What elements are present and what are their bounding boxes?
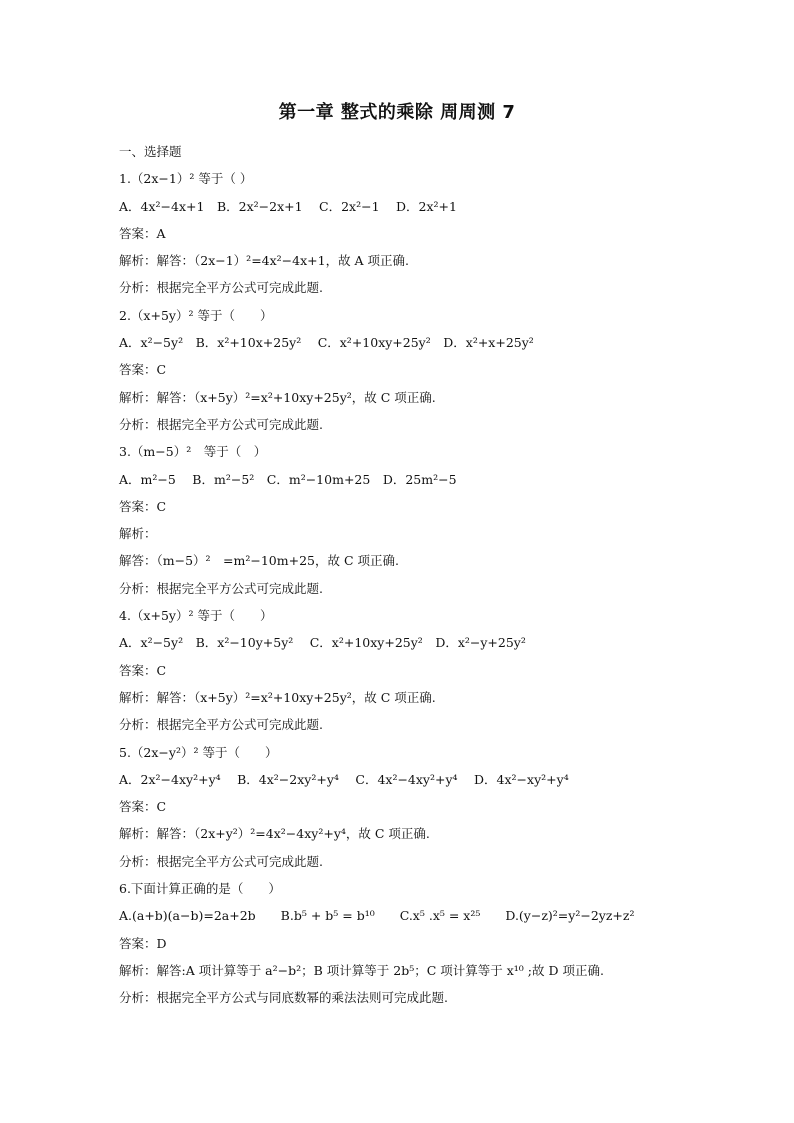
q1-explanation: 解析：解答：（2x−1）²=4x²−4x+1，故 A 项正确.: [119, 253, 410, 269]
q2-options: A．x²−5y² B．x²+10x+25y² C．x²+10xy+25y² D．x²+x+25y²: [119, 335, 534, 351]
q5-explanation: 解析：解答：（2x+y²）²=4x²−4xy²+y⁴，故 C 项正确.: [119, 826, 430, 842]
q3-analysis: 分析：根据完全平方公式可完成此题.: [119, 580, 323, 596]
q6-options: A.(a+b)(a−b)=2a+2b B.b⁵ + b⁵ = b¹⁰ C.x⁵ .x⁵ = x²⁵ D.(y−z)²=y²−2yz+z²: [119, 908, 635, 924]
q4-answer: 答案：C: [119, 662, 167, 678]
q5-options: A．2x²−4xy²+y⁴ B．4x²−2xy²+y⁴ C．4x²−4xy²+y⁴ D．4x²−xy²+y⁴: [119, 771, 569, 787]
q4-analysis: 分析：根据完全平方公式可完成此题.: [119, 717, 323, 733]
q2-analysis: 分析：根据完全平方公式可完成此题.: [119, 416, 323, 432]
q6-explanation: 解析：解答:A 项计算等于 a²−b²；B 项计算等于 2b⁵；C 项计算等于 x¹⁰ ;故 D 项正确.: [119, 962, 604, 978]
q3-explanation-detail: 解答：（m−5）² =m²−10m+25，故 C 项正确.: [119, 553, 399, 569]
q2-question: 2.（x+5y）² 等于（ ）: [119, 307, 273, 323]
q3-answer: 答案：C: [119, 498, 167, 514]
question-list: [119, 138, 679, 1012]
q4-explanation: 解析：解答：（x+5y）²=x²+10xy+25y²，故 C 项正确.: [119, 689, 436, 705]
q5-question: 5.（2x−y²）² 等于（ ）: [119, 744, 278, 760]
q3-options: A．m²−5 B．m²−5² C．m²−10m+25 D．25m²−5: [119, 471, 457, 487]
q6-answer: 答案：D: [119, 935, 167, 951]
q3-question: 3.（m−5）² 等于（ ）: [119, 444, 267, 460]
q2-answer: 答案：C: [119, 362, 167, 378]
q4-options: A．x²−5y² B．x²−10y+5y² C．x²+10xy+25y² D．x²−y+25y²: [119, 635, 526, 651]
q3-explanation: 解析：: [119, 526, 157, 542]
q1-answer: 答案：A: [119, 225, 166, 241]
q6-analysis: 分析：根据完全平方公式与同底数幂的乘法法则可完成此题.: [119, 990, 448, 1006]
q5-answer: 答案：C: [119, 799, 167, 815]
q2-explanation: 解析：解答：（x+5y）²=x²+10xy+25y²，故 C 项正确.: [119, 389, 436, 405]
q5-analysis: 分析：根据完全平方公式可完成此题.: [119, 853, 323, 869]
q1-options: A．4x²−4x+1 B．2x²−2x+1 C．2x²−1 D．2x²+1: [119, 198, 457, 214]
q1-analysis: 分析：根据完全平方公式可完成此题.: [119, 280, 323, 296]
section-heading: 一、选择题: [119, 144, 182, 159]
q1-question: 1.（2x−1）² 等于（ ）: [119, 171, 253, 187]
page-title: 第一章 整式的乘除 周周测 7: [278, 102, 516, 123]
q6-question: 6.下面计算正确的是（ ）: [119, 881, 281, 897]
q4-question: 4.（x+5y）² 等于（ ）: [119, 608, 273, 624]
